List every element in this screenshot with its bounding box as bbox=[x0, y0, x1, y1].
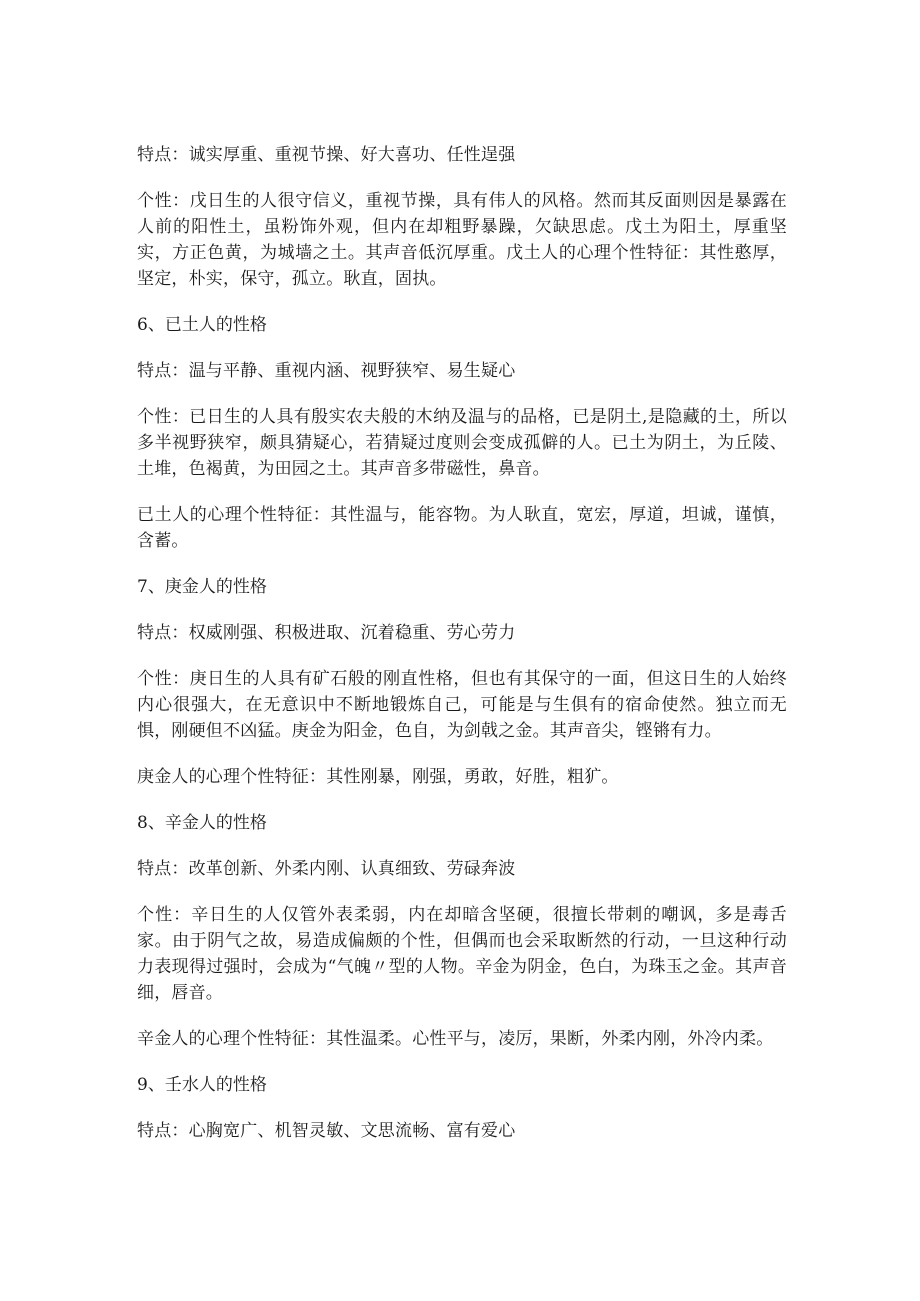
paragraph-geng-psychology: 庚金人的心理个性特征：其性刚暴，刚强，勇敢，好胜，粗犷。 bbox=[137, 767, 619, 787]
paragraph-ji-personality: 个性：已日生的人具有殷实农夫般的木纳及温与的品格，已是阴土,是隐藏的土，所以多半视野狭窄，颇具猜疑心，若猜疑过度则会变成孤僻的人。已土为阴土，为丘陵、土堆，色褐黄，为田园之土。其声音多带磁性，鼻音。 bbox=[137, 407, 787, 479]
paragraph-ji-traits: 特点：温与平静、重视内涵、视野狭窄、易生疑心 bbox=[137, 361, 516, 381]
section-heading-9: 9、壬水人的性格 bbox=[137, 1075, 267, 1095]
paragraph-xin-traits: 特点：改革创新、外柔内刚、认真细致、劳碌奔波 bbox=[137, 859, 516, 879]
document-body bbox=[137, 142, 787, 1164]
paragraph-ji-psychology: 已土人的心理个性特征：其性温与，能容物。为人耿直，宽宏，厚道，坦诚，谨慎，含蓄。 bbox=[137, 505, 787, 551]
section-heading-7: 7、庚金人的性格 bbox=[137, 577, 267, 597]
paragraph-xin-psychology: 辛金人的心理个性特征：其性温柔。心性平与，凌厉，果断，外柔内刚，外冷内柔。 bbox=[137, 1029, 774, 1049]
paragraph-ren-traits: 特点：心胸宽广、机智灵敏、文思流畅、富有爱心 bbox=[137, 1121, 516, 1141]
paragraph-geng-traits: 特点：权威刚强、积极进取、沉着稳重、劳心劳力 bbox=[137, 623, 516, 643]
paragraph-wu-personality: 个性：戊日生的人很守信义，重视节操，具有伟人的风格。然而其反面则因是暴露在人前的阳性土，虽粉饰外观，但内在却粗野暴躁，欠缺思虑。戊土为阳土，厚重坚实，方正色黄，为城墙之土。其声音低沉厚重。戊土人的心理个性特征：其性憨厚，坚定，朴实，保守，孤立。耿直，固执。 bbox=[137, 191, 787, 289]
paragraph-wu-traits: 特点：诚实厚重、重视节操、好大喜功、任性逞强 bbox=[137, 145, 516, 165]
section-heading-8: 8、辛金人的性格 bbox=[137, 813, 267, 833]
paragraph-geng-personality: 个性：庚日生的人具有矿石般的刚直性格，但也有其保守的一面，但这日生的人始终内心很强大，在无意识中不断地锻炼自己，可能是与生俱有的宿命使然。独立而无惧，刚硬但不凶猛。庚金为阳金，色自，为剑戟之金。其声音尖，铿锵有力。 bbox=[137, 669, 787, 741]
section-heading-6: 6、已土人的性格 bbox=[137, 315, 267, 335]
paragraph-xin-personality: 个性：辛日生的人仅管外表柔弱，内在却暗含坚硬，很擅长带刺的嘲讽，多是毒舌家。由于阴气之故，易造成偏颇的个性，但偶而也会采取断然的行动，一旦这种行动力表现得过强时，会成为“气魄〃型的人物。辛金为阴金，色白，为珠玉之金。其声音细，唇音。 bbox=[137, 905, 787, 1003]
